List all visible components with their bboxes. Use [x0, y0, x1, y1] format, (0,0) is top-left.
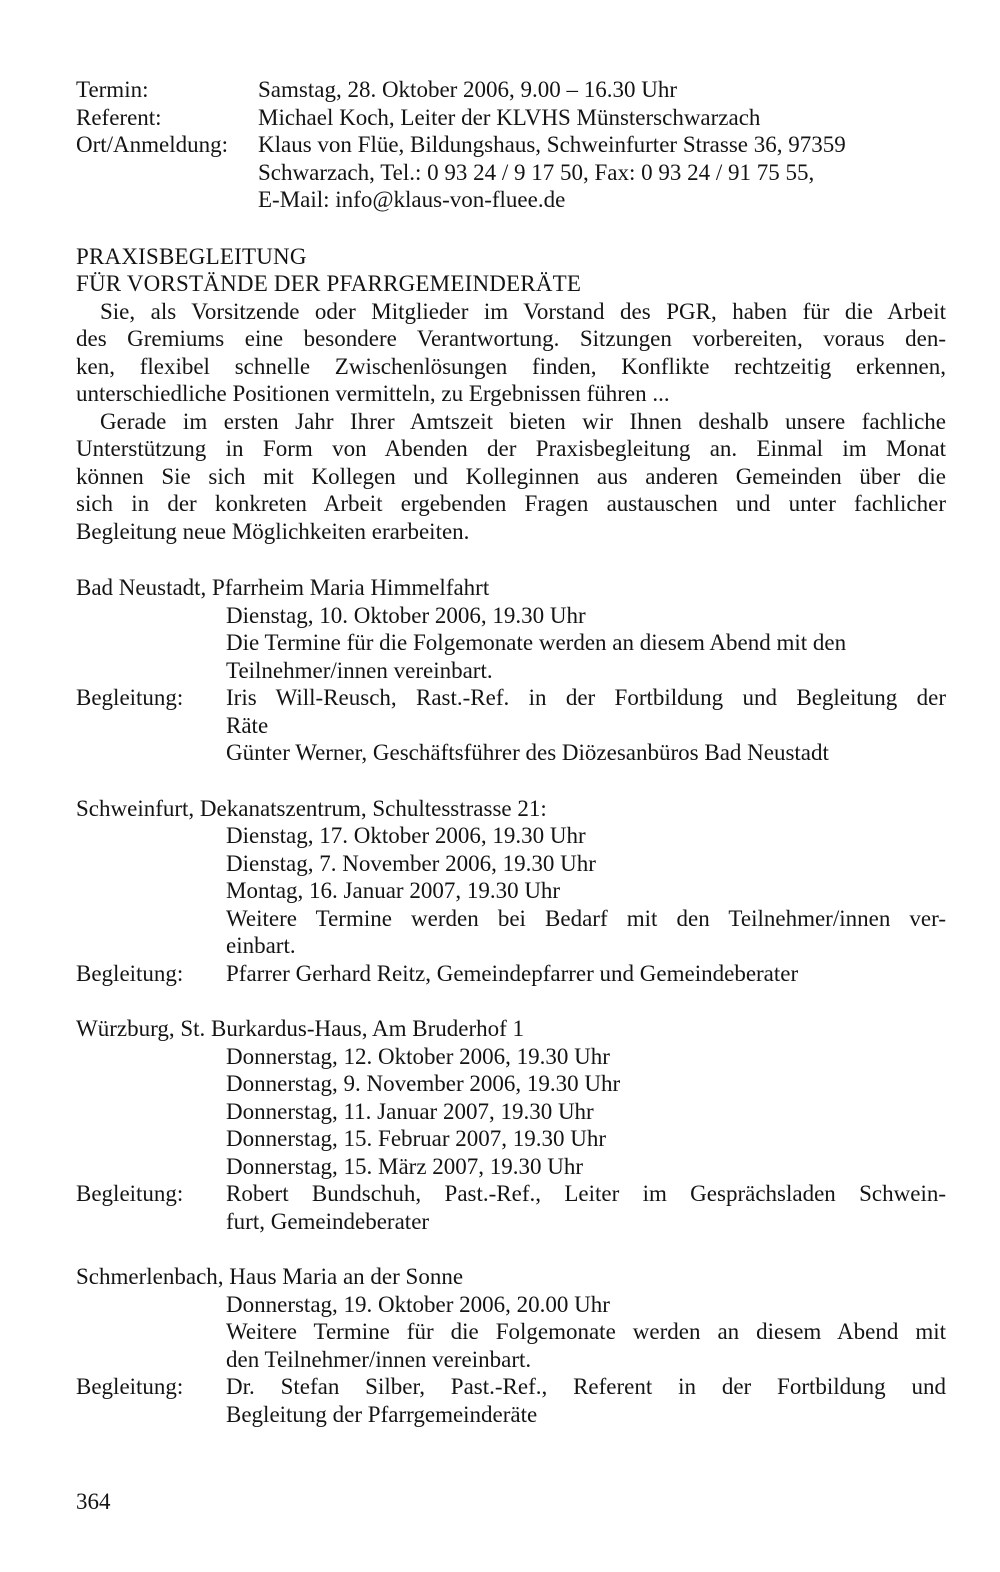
- begleitung-line: furt, Gemeindeberater: [226, 1208, 430, 1234]
- begleitung-line: Dr. Stefan Silber, Past.-Ref., Referent in der Fortbildung und: [226, 1374, 946, 1399]
- location-note: [76, 905, 946, 960]
- paragraph-line: sich in der konkreten Arbeit ergebenden Fragen austauschen und unter fachlicher: [76, 491, 946, 516]
- location-date: Dienstag, 10. Oktober 2006, 19.30 Uhr: [226, 602, 586, 628]
- paragraph-line: ken, flexibel schnelle Zwischenlösungen finden, Konflikte rechtzeitig erkennen,: [76, 353, 946, 379]
- location-schweinfurt: [76, 795, 946, 988]
- termin-value: Samstag, 28. Oktober 2006, 9.00 – 16.30 Uhr: [258, 77, 678, 102]
- paragraph-line: des Gremiums eine besondere Verantwortung. Sitzungen vorbereiten, voraus den-: [76, 326, 946, 351]
- begleitung-label: Begleitung:: [76, 685, 184, 710]
- referent-value: Michael Koch, Leiter der KLVHS Münsterschwarzach: [258, 104, 761, 130]
- location-date: Donnerstag, 11. Januar 2007, 19.30 Uhr: [226, 1098, 594, 1124]
- begleitung-line: Begleitung der Pfarrgemeinderäte: [226, 1401, 538, 1427]
- section-title-line2: FÜR VORSTÄNDE DER PFARRGEMEINDERÄTE: [76, 271, 582, 296]
- ort-row: [76, 131, 946, 214]
- location-place: Bad Neustadt, Pfarrheim Maria Himmelfahrt: [76, 575, 490, 600]
- begleitung-value: [226, 1373, 946, 1428]
- paragraph-1: [76, 298, 946, 408]
- referent-row: [76, 104, 946, 132]
- ort-email: E-Mail: info@klaus-von-fluee.de: [258, 187, 566, 212]
- note-line: Die Termine für die Folgemonate werden an diesem Abend mit den: [226, 630, 847, 655]
- location-place: Schweinfurt, Dekanatszentrum, Schultesstrasse 21:: [76, 795, 547, 821]
- note-line: den Teilnehmer/innen vereinbart.: [226, 1346, 532, 1372]
- begleitung-line: Räte: [226, 712, 269, 738]
- ort-line: Schwarzach, Tel.: 0 93 24 / 9 17 50, Fax: 0 93 24 / 91 75 55,: [258, 159, 815, 185]
- begleitung-value: [226, 1180, 946, 1235]
- begleitung-line: Pfarrer Gerhard Reitz, Gemeindepfarrer und Gemeindeberater: [226, 960, 799, 986]
- begleitung-row: [76, 960, 946, 988]
- begleitung-line: Günter Werner, Geschäftsführer des Diözesanbüros Bad Neustadt: [226, 740, 829, 765]
- begleitung-value: [226, 960, 946, 988]
- paragraph-line: können Sie sich mit Kollegen und Kolleginnen aus anderen Gemeinden über die: [76, 463, 946, 489]
- event-info: [76, 76, 946, 214]
- termin-label: Termin:: [76, 77, 149, 102]
- paragraph-line: Gerade im ersten Jahr Ihrer Amtszeit bieten wir Ihnen deshalb unsere fachliche: [100, 408, 946, 434]
- begleitung-row: [76, 1180, 946, 1235]
- location-schmerlenbach: [76, 1263, 946, 1428]
- location-bad-neustadt: [76, 574, 946, 767]
- begleitung-label: Begleitung:: [76, 1374, 184, 1399]
- paragraph-line: unterschiedliche Positionen vermitteln, zu Ergebnissen führen ...: [76, 381, 670, 406]
- begleitung-label: Begleitung:: [76, 960, 184, 986]
- section-title-line1: PRAXISBEGLEITUNG: [76, 243, 307, 269]
- begleitung-label: Begleitung:: [76, 1181, 184, 1206]
- begleitung-value: [226, 684, 946, 767]
- begleitung-line: Robert Bundschuh, Past.-Ref., Leiter im Gesprächsladen Schwein-: [226, 1181, 946, 1206]
- begleitung-row: [76, 684, 946, 767]
- ort-value: [258, 131, 946, 214]
- referent-label: Referent:: [76, 104, 162, 130]
- location-date: Dienstag, 17. Oktober 2006, 19.30 Uhr: [226, 823, 586, 848]
- section-praxisbegleitung: [76, 243, 946, 546]
- paragraph-2: [76, 408, 946, 546]
- location-date: Donnerstag, 15. März 2007, 19.30 Uhr: [226, 1153, 584, 1179]
- note-line: Teilnehmer/innen vereinbart.: [226, 657, 493, 683]
- location-note: [76, 629, 946, 684]
- location-note: [76, 1318, 946, 1373]
- paragraph-line: Sie, als Vorsitzende oder Mitglieder im Vorstand des PGR, haben für die Arbeit: [100, 298, 946, 324]
- location-date: Dienstag, 7. November 2006, 19.30 Uhr: [226, 850, 596, 876]
- note-line: Weitere Termine werden bei Bedarf mit den Teilnehmer/innen ver-: [226, 905, 946, 931]
- location-date: Donnerstag, 15. Februar 2007, 19.30 Uhr: [226, 1126, 607, 1151]
- location-date: Montag, 16. Januar 2007, 19.30 Uhr: [226, 878, 561, 903]
- ort-line: Klaus von Flüe, Bildungshaus, Schweinfurter Strasse 36, 97359: [258, 132, 846, 157]
- begleitung-line: Iris Will-Reusch, Rast.-Ref. in der Fortbildung und Begleitung der: [226, 685, 946, 710]
- location-wuerzburg: [76, 1015, 946, 1235]
- location-date: Donnerstag, 12. Oktober 2006, 19.30 Uhr: [226, 1043, 610, 1069]
- note-line: einbart.: [226, 933, 296, 958]
- begleitung-row: [76, 1373, 946, 1428]
- note-line: Weitere Termine für die Folgemonate werden an diesem Abend mit: [226, 1319, 946, 1344]
- location-place: Schmerlenbach, Haus Maria an der Sonne: [76, 1264, 464, 1289]
- page-number: 364: [76, 1489, 111, 1514]
- location-place: Würzburg, St. Burkardus-Haus, Am Bruderhof 1: [76, 1016, 525, 1041]
- location-date: Donnerstag, 9. November 2006, 19.30 Uhr: [226, 1071, 621, 1096]
- location-date: Donnerstag, 19. Oktober 2006, 20.00 Uhr: [226, 1291, 610, 1317]
- termin-row: [76, 76, 946, 104]
- document-page: [76, 76, 946, 1428]
- ort-label: Ort/Anmeldung:: [76, 132, 229, 157]
- paragraph-line: Unterstützung in Form von Abenden der Praxisbegleitung an. Einmal im Monat: [76, 436, 946, 461]
- paragraph-line: Begleitung neue Möglichkeiten erarbeiten.: [76, 518, 470, 544]
